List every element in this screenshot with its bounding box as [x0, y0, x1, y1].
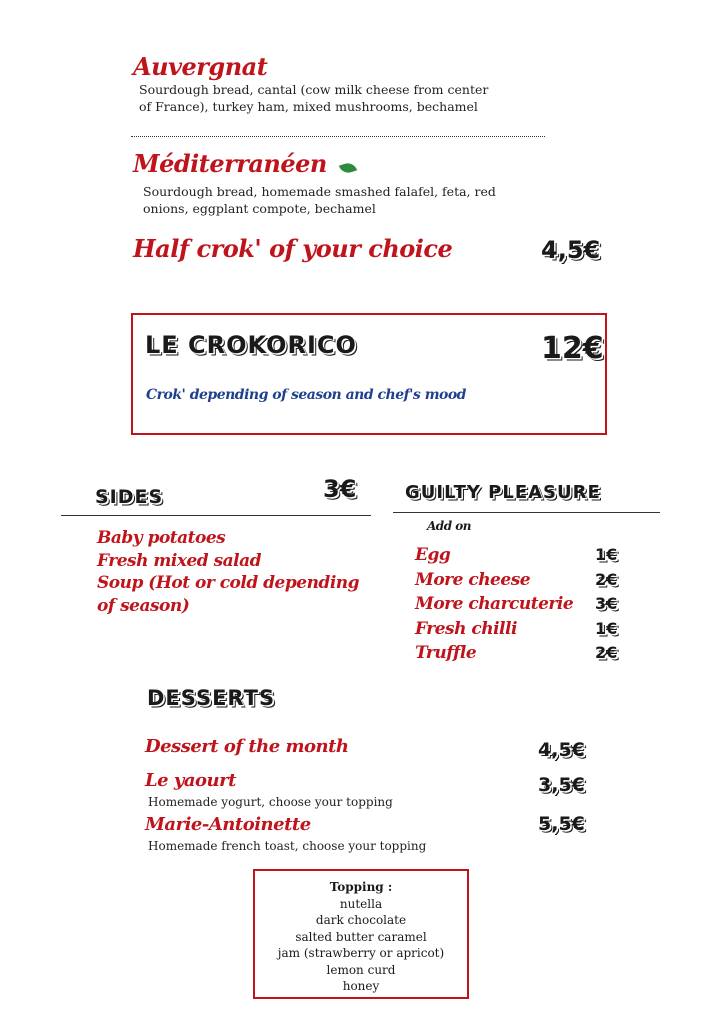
desc-line: onions, eggplant compote, bechamel [143, 201, 376, 216]
desc-line: Sourdough bread, homemade smashed falafel, feta, red [143, 184, 496, 199]
crokorico-subtitle: Crok' depending of season and chef's mood [146, 387, 466, 403]
sides-title: SIDES [95, 486, 164, 508]
dessert-price: 4,5€ [538, 739, 585, 761]
guilty-divider [393, 512, 660, 513]
topping-item: salted butter caramel [295, 929, 427, 944]
dessert-name: Marie-Antoinette [145, 814, 311, 835]
dessert-name: Dessert of the month [145, 736, 349, 757]
half-crok-price: 4,5€ [541, 236, 601, 264]
list-item: of season) [97, 595, 190, 616]
addon-name: More cheese [415, 569, 531, 590]
addon-price: 1€ [595, 618, 618, 638]
crok-name-auvergnat: Auvergnat [133, 52, 268, 81]
list-item [415, 643, 620, 668]
desc-line: of France), turkey ham, mixed mushrooms, bechamel [139, 99, 478, 114]
list-item [415, 570, 620, 595]
crokorico-title: LE CROKORICO [145, 331, 357, 359]
guilty-list [415, 545, 620, 668]
crok-name-mediterraneen: Méditerranéen [133, 149, 327, 178]
sides-list [97, 527, 359, 617]
dessert-desc: Homemade yogurt, choose your topping [148, 795, 393, 809]
guilty-title: GUILTY PLEASURE [405, 482, 601, 503]
addon-name: More charcuterie [415, 594, 574, 614]
crokorico-price: 12€ [541, 331, 604, 366]
addon-price: 2€ [595, 643, 618, 662]
dessert-price: 3,5€ [538, 774, 585, 796]
half-crok-label: Half crok' of your choice [133, 234, 453, 263]
desserts-title: DESSERTS [147, 686, 276, 710]
guilty-subtitle: Add on [427, 519, 471, 533]
topping-item: honey [342, 979, 380, 993]
list-item [415, 594, 620, 619]
list-item: Fresh mixed salad [97, 550, 262, 571]
dessert-desc: Homemade french toast, choose your topping [148, 839, 427, 853]
addon-price: 2€ [595, 569, 618, 589]
topping-item: nutella [339, 896, 383, 911]
desc-line: Sourdough bread, cantal (cow milk cheese from center [139, 82, 489, 97]
addon-price: 1€ [595, 545, 618, 564]
topping-item: dark chocolate [315, 913, 407, 927]
list-item: Baby potatoes [97, 528, 226, 548]
leaf-icon [339, 160, 357, 174]
addon-name: Fresh chilli [415, 618, 517, 639]
crokorico-box [131, 313, 607, 435]
dessert-price: 5,5€ [538, 813, 585, 835]
list-item [415, 619, 620, 644]
crok-title-mediterraneen [133, 149, 356, 178]
addon-name: Truffle [415, 643, 477, 663]
topping-item: jam (strawberry or apricot) [277, 946, 445, 960]
addon-name: Egg [415, 545, 451, 565]
sides-divider [61, 515, 371, 516]
list-item [415, 545, 620, 570]
list-item: Soup (Hot or cold depending [97, 573, 360, 593]
topping-box [253, 869, 469, 999]
dotted-divider [131, 136, 545, 137]
crok-desc-auvergnat [139, 81, 559, 115]
crok-desc-mediterraneen [143, 183, 563, 217]
topping-item: lemon curd [326, 962, 396, 977]
topping-title: Topping : [329, 880, 393, 894]
dessert-name: Le yaourt [145, 770, 236, 791]
addon-price: 3€ [595, 594, 618, 613]
sides-price: 3€ [323, 475, 357, 503]
